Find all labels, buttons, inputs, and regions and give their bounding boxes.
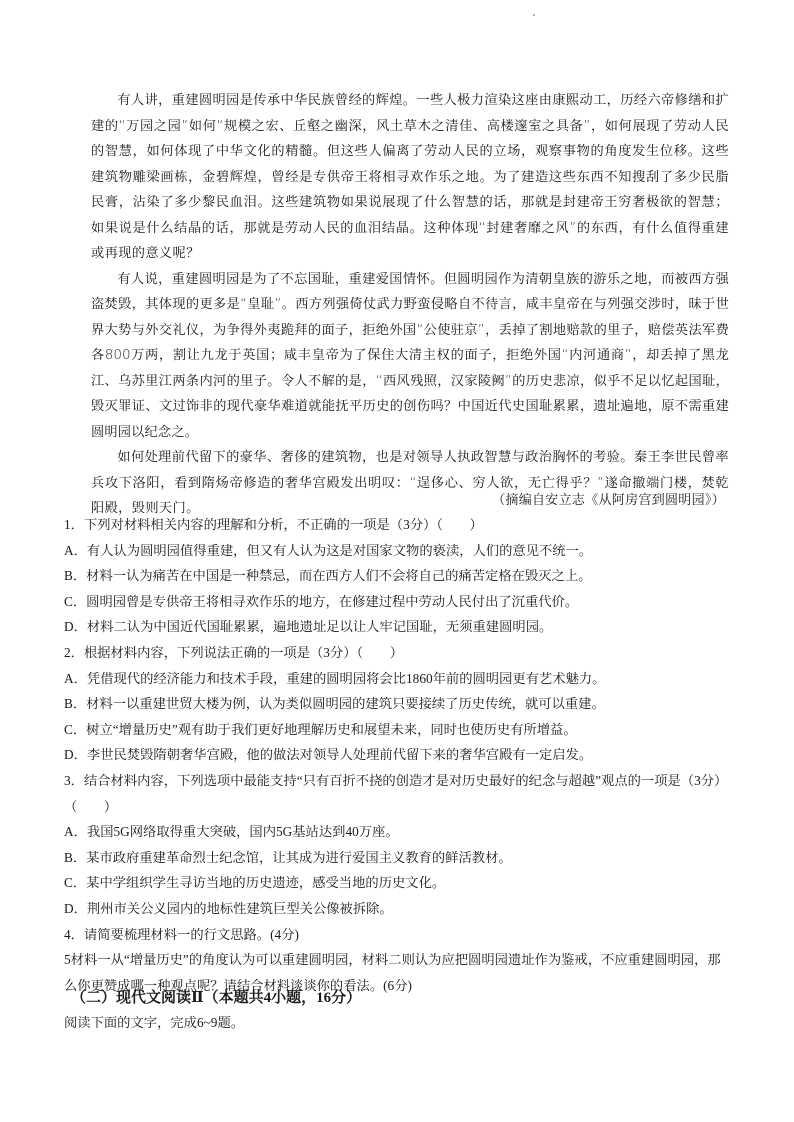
question-2-option-a: A．凭借现代的经济能力和技术手段，重建的圆明园将会比1860年前的圆明园更有艺术魅力。	[64, 670, 606, 686]
passage-paragraph-3: 如何处理前代留下的豪华、奢侈的建筑物，也是对领导人执政智慧与政治胸怀的考验。秦王李世民曾率兵攻下洛阳，看到隋炀帝修造的奢华宫殿发出明叹：“逞侈心、穷人欲，无亡得乎？”遂命撤端门楼，焚乾阳殿，毁则天门。	[91, 450, 729, 516]
question-3-option-d: D．荆州市关公义园内的地标性建筑巨型关公像被拆除。	[64, 900, 393, 916]
question-4-stem: 4．请简要梳理材料一的行文思路。(4分)	[64, 926, 299, 942]
question-2-option-b: B．材料一以重建世贸大楼为例，认为类似圆明园的建筑只要接续了历史传统，就可以重建。	[64, 696, 605, 712]
scan-speck	[533, 14, 535, 16]
question-1-stem: 1．下列对材料相关内容的理解和分析，不正确的一项是（3分）（ ）	[64, 517, 483, 532]
passage-paragraph-2: 有人说，重建圆明园是为了不忘国耻，重建爱国情怀。但圆明园作为清朝皇族的游乐之地，而被西方强盗焚毁，其体现的更多是“皇耻”。西方列强倚仗武力野蛮侵略自不待言，咸丰皇帝在与列强交涉时，昧于世界大势与外交礼仪，为争得外夷跪拜的面子，拒绝外国“公使驻京”，丢掉了割地赔款的里子，赔偿英法军费各800万两，割让九龙于英国；咸丰皇帝为了保住大清主权的面子，拒绝外国“内河通商”，却丢掉了黑龙江、乌苏里江两条内河的里子。令人不解的是，“西风残照，汉家陵阙”的历史悲凉，似乎不足以忆起国耻，毁灭罪证、文过饰非的现代豪华难道就能抚平历史的创伤吗？中国近代史国耻累累，遗址遍地，原不需重建圆明园以纪念之。	[91, 271, 729, 440]
question-1-option-a: A．有人认为圆明园值得重建，但又有人认为这是对国家文物的亵渎，人们的意见不统一。	[64, 542, 593, 558]
question-5-stem: 5材料一从“增量历史”的角度认为可以重建圆明园，材料二则认为应把圆明园遗址作为鉴戒，不应重建圆明园，那么你更赞成哪一种观点呢？请结合材料谈谈你的看法。(6分)	[64, 952, 721, 993]
passage-source: （摘编自安立志《从阿房宫到圆明园》）	[492, 493, 725, 508]
question-2-stem: 2．根据材料内容，下列说法正确的一项是（3分）（ ）	[64, 644, 404, 660]
question-3-option-b: B．某市政府重建革命烈士纪念馆，让其成为进行爱国主义教育的鲜活教材。	[64, 849, 512, 865]
question-3-stem: 3．结合材料内容，下列选项中最能支持“只有百折不挠的创造才是对历史最好的纪念与超越”观点的一项是（3分）（ ）	[64, 772, 728, 814]
question-list	[64, 512, 732, 998]
question-1-option-d: D．材料二认为中国近代国耻累累，遍地遗址足以让人牢记国耻，无须重建圆明园。	[64, 619, 553, 635]
question-3-option-a: A．我国5G网络取得重大突破，国内5G基站达到40万座。	[64, 824, 399, 840]
question-1-option-b: B．材料一认为痛苦在中国是一种禁忌，而在西方人们不会将自己的痛苦定格在毁灭之上。	[64, 568, 592, 584]
section-heading: （二）现代文阅读Ⅱ（本题共4小题，16分）	[71, 990, 362, 1006]
section-instruction: 阅读下面的文字，完成6~9题。	[64, 1015, 245, 1030]
question-2-option-d: D．李世民焚毁隋朝奢华宫殿，他的做法对领导人处理前代留下来的奢华宫殿有一定启发。	[64, 747, 593, 763]
question-3-option-c: C．某中学组织学生寻访当地的历史遗迹，感受当地的历史文化。	[64, 875, 446, 891]
question-1-option-c: C．圆明园曾是专供帝王将相寻欢作乐的地方，在修建过程中劳动人民付出了沉重代价。	[64, 593, 579, 609]
reading-passage	[91, 88, 729, 522]
passage-paragraph-1: 有人讲，重建圆明园是传承中华民族曾经的辉煌。一些人极力渲染这座由康熙动工，历经六帝修缮和扩建的“万园之园”如何“规模之宏、丘壑之幽深，风土草木之清佳、高楼邃室之具备”，如何展现了劳动人民的智慧，如何体现了中华文化的精髓。但这些人偏离了劳动人民的立场，观察事物的角度发生位移。这些建筑物雕梁画栋，金碧辉煌，曾经是专供帝王将相寻欢作乐之地。为了建造这些东西不知搜刮了多少民脂民膏，沾染了多少黎民血泪。这些建筑物如果说展现了什么智慧的话，那就是封建帝王穷奢极欲的智慧；如果说是什么结晶的话，那就是劳动人民的血泪结晶。这种体现“封建奢靡之风”的东西，有什么值得重建或再现的意义呢？	[91, 93, 729, 261]
question-2-option-c: C．树立“增量历史”观有助于我们更好地理解历史和展望未来，同时也使历史有所增益。	[64, 721, 577, 737]
